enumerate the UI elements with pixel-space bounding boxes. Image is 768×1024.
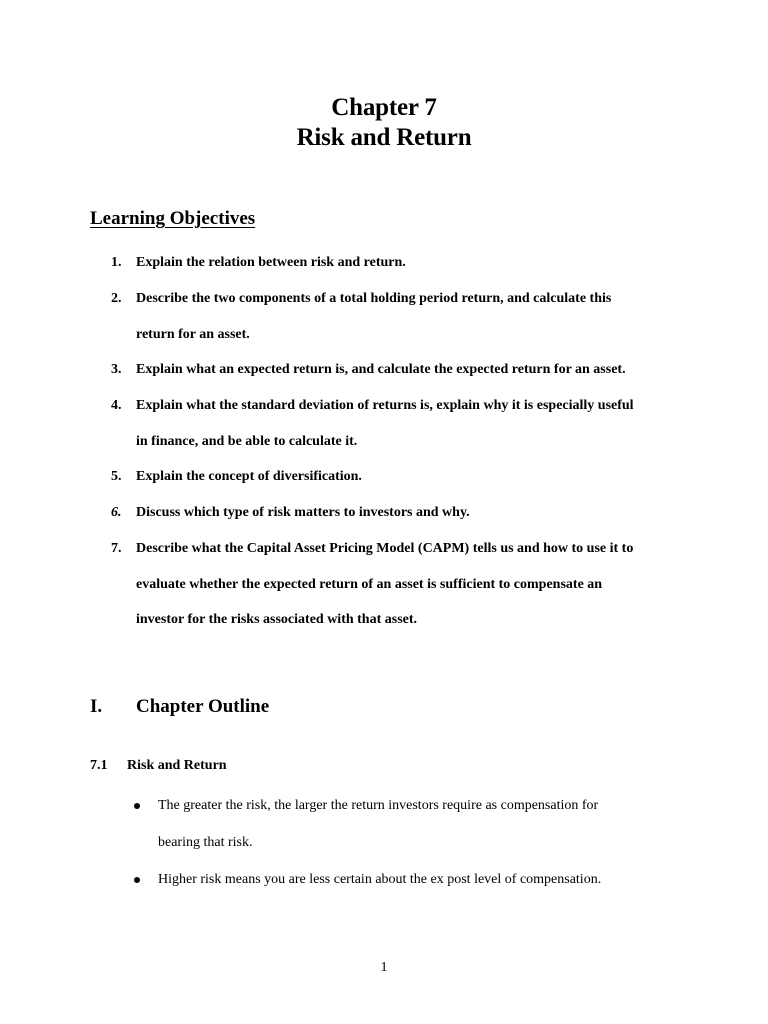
bullet-point-icon	[134, 803, 140, 809]
objective-text: investor for the risks associated with that asset.	[136, 612, 418, 627]
subsection-number: 7.1	[90, 758, 108, 773]
subsection-title: Risk and Return	[127, 758, 227, 773]
chapter-number: Chapter 7	[331, 94, 437, 121]
objective-number: 4.	[111, 398, 122, 413]
objective-text: return for an asset.	[136, 327, 250, 342]
chapter-title: Risk and Return	[296, 124, 472, 151]
objective-text: Explain what an expected return is, and calculate the expected return for an asset.	[136, 362, 626, 377]
objective-text: Explain what the standard deviation of returns is, explain why it is especially useful	[136, 398, 634, 413]
objective-number: 6.	[111, 505, 122, 520]
objective-number: 7.	[111, 541, 122, 556]
objective-text: Explain the relation between risk and return.	[136, 255, 406, 270]
learning-objectives-heading: Learning Objectives	[90, 208, 256, 229]
bullet-text: The greater the risk, the larger the return investors require as compensation for	[158, 798, 599, 813]
objective-text: Describe the two components of a total holding period return, and calculate this	[136, 291, 612, 306]
outline-heading: Chapter Outline	[136, 696, 270, 717]
objective-text: Explain the concept of diversification.	[136, 469, 362, 484]
objective-number: 3.	[111, 362, 122, 377]
objective-number: 2.	[111, 291, 122, 306]
objective-text: Describe what the Capital Asset Pricing Model (CAPM) tells us and how to use it to	[136, 541, 634, 556]
objective-text: Discuss which type of risk matters to investors and why.	[136, 505, 470, 520]
objective-number: 5.	[111, 469, 122, 484]
bullet-text: Higher risk means you are less certain about the ex post level of compensation.	[158, 872, 602, 887]
outline-numeral: I.	[90, 696, 103, 717]
bullet-text: bearing that risk.	[158, 835, 253, 850]
objective-text: in finance, and be able to calculate it.	[136, 434, 358, 449]
objective-text: evaluate whether the expected return of an asset is sufficient to compensate an	[136, 577, 603, 592]
bullet-point-icon	[134, 877, 140, 883]
page-number: 1	[380, 960, 388, 975]
objective-number: 1.	[111, 255, 122, 270]
